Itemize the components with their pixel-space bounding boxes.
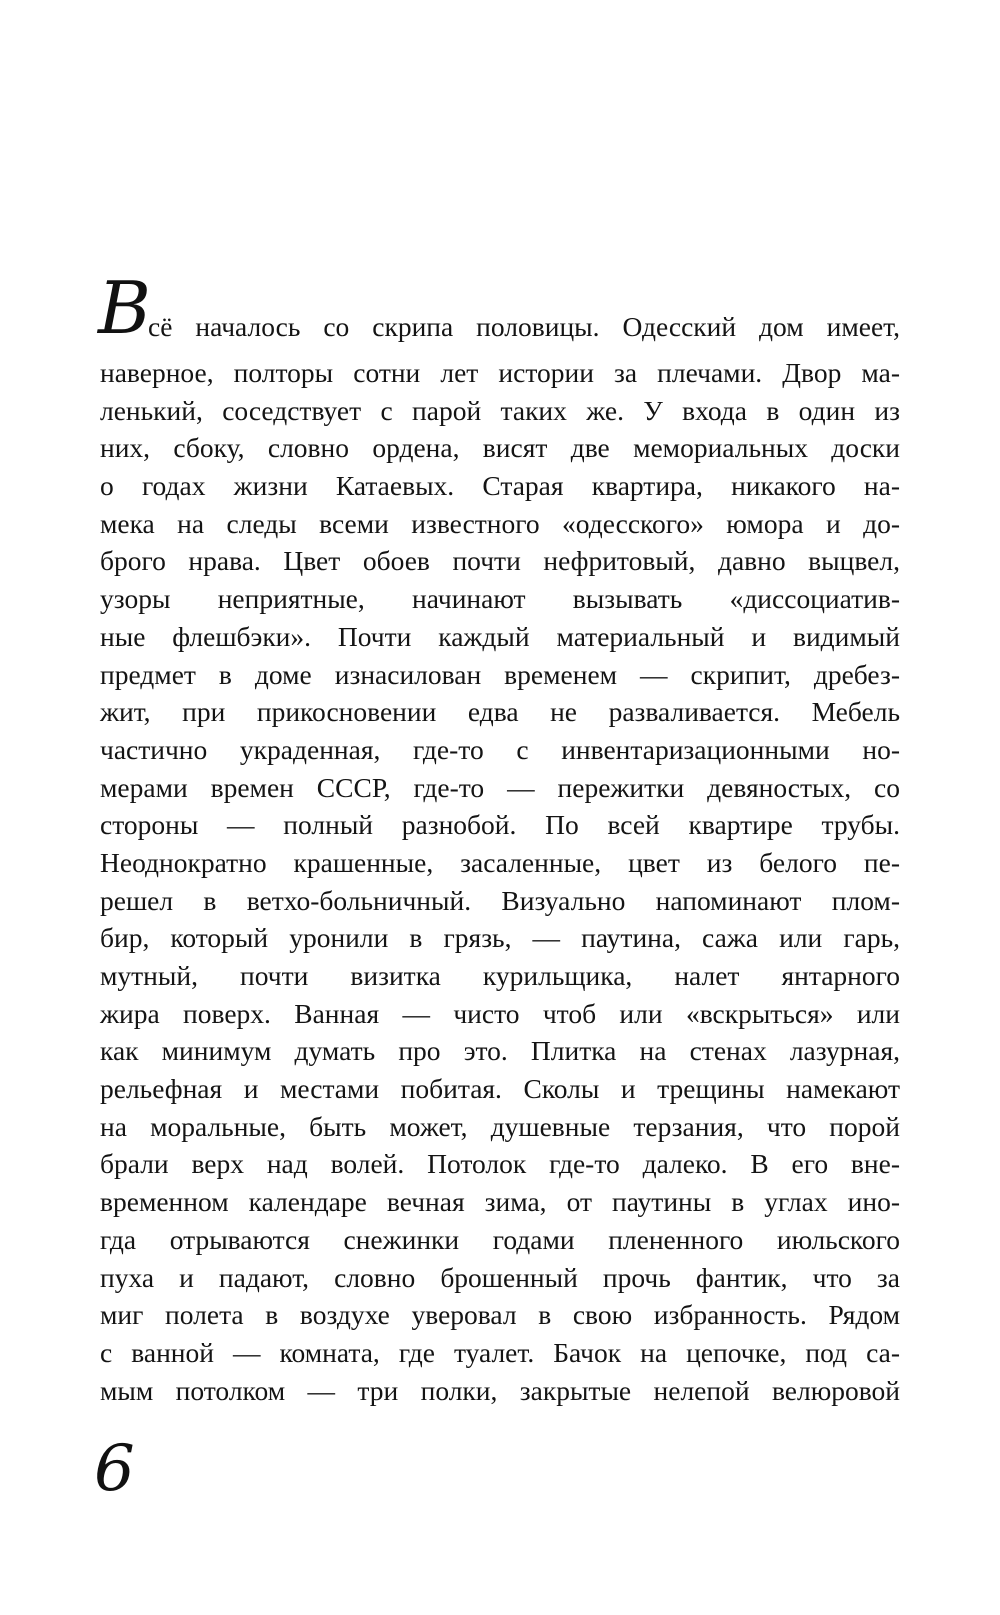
text-line: брали верх над волей. Потолок где-то далеко. В его вне-	[100, 1148, 900, 1180]
text-line: брого нрава. Цвет обоев почти нефритовый, давно выцвел,	[100, 545, 900, 577]
text-line: стороны — полный разнобой. По всей квартире трубы.	[100, 809, 900, 841]
page-number: 6	[94, 1432, 135, 1506]
text-line: решел в ветхо-больничный. Визуально напоминают плом-	[100, 884, 900, 916]
text-line: как минимум думать про это. Плитка на стенах лазурная,	[100, 1035, 900, 1067]
text-line: узоры неприятные, начинают вызывать «диссоциатив-	[100, 583, 900, 615]
text-line-1	[98, 266, 900, 354]
text-line: мека на следы всеми известного «одесского» юмора и до-	[100, 507, 900, 539]
text-line: на моральные, быть может, душевные терзания, что порой	[100, 1110, 900, 1142]
text-line: мым потолком — три полки, закрытые нелепой велюровой	[100, 1374, 900, 1406]
drop-cap: В	[98, 266, 151, 350]
text-line: ные флешбэки». Почти каждый материальный и видимый	[100, 620, 900, 652]
text-line: временном календаре вечная зима, от паутины в углах ино-	[100, 1186, 900, 1218]
text-line: Неоднократно крашенные, засаленные, цвет из белого пе-	[100, 846, 900, 878]
first-line-text: сё началось со скрипа половицы. Одесский дом имеет,	[148, 311, 900, 342]
text-line: бир, который уронили в грязь, — паутина, сажа или гарь,	[100, 922, 900, 954]
text-line: жит, при прикосновении едва не разваливается. Мебель	[100, 696, 900, 728]
text-line: мутный, почти визитка курильщика, налет янтарного	[100, 960, 900, 991]
text-line: с ванной — комната, где туалет. Бачок на цепочке, под са-	[100, 1336, 900, 1368]
text-line: мерами времен СССР, где-то — пережитки девяностых, со	[100, 771, 900, 803]
text-line: ленький, соседствует с парой таких же. У входа в один из	[100, 394, 900, 426]
text-line: рельефная и местами побитая. Сколы и трещины намекают	[100, 1073, 900, 1105]
text-line: частично украденная, где-то с инвентаризационными но-	[100, 733, 900, 765]
text-line: гда отрываются снежинки годами плененного июльского	[100, 1223, 900, 1255]
text-line: о годах жизни Катаевых. Старая квартира, никакого на-	[100, 470, 900, 502]
text-line: жира поверх. Ванная — чисто чтоб или «вскрыться» или	[100, 997, 900, 1029]
text-line: наверное, полторы сотни лет истории за плечами. Двор ма-	[100, 357, 900, 388]
text-line: миг полета в воздухе уверовал в свою избранность. Рядом	[100, 1299, 900, 1331]
text-line: них, сбоку, словно ордена, висят две мемориальных доски	[100, 432, 900, 464]
text-line: предмет в доме изнасилован временем — скрипит, дребез-	[100, 658, 900, 690]
body-text	[98, 266, 900, 1409]
text-line: пуха и падают, словно брошенный прочь фантик, что за	[100, 1261, 900, 1293]
